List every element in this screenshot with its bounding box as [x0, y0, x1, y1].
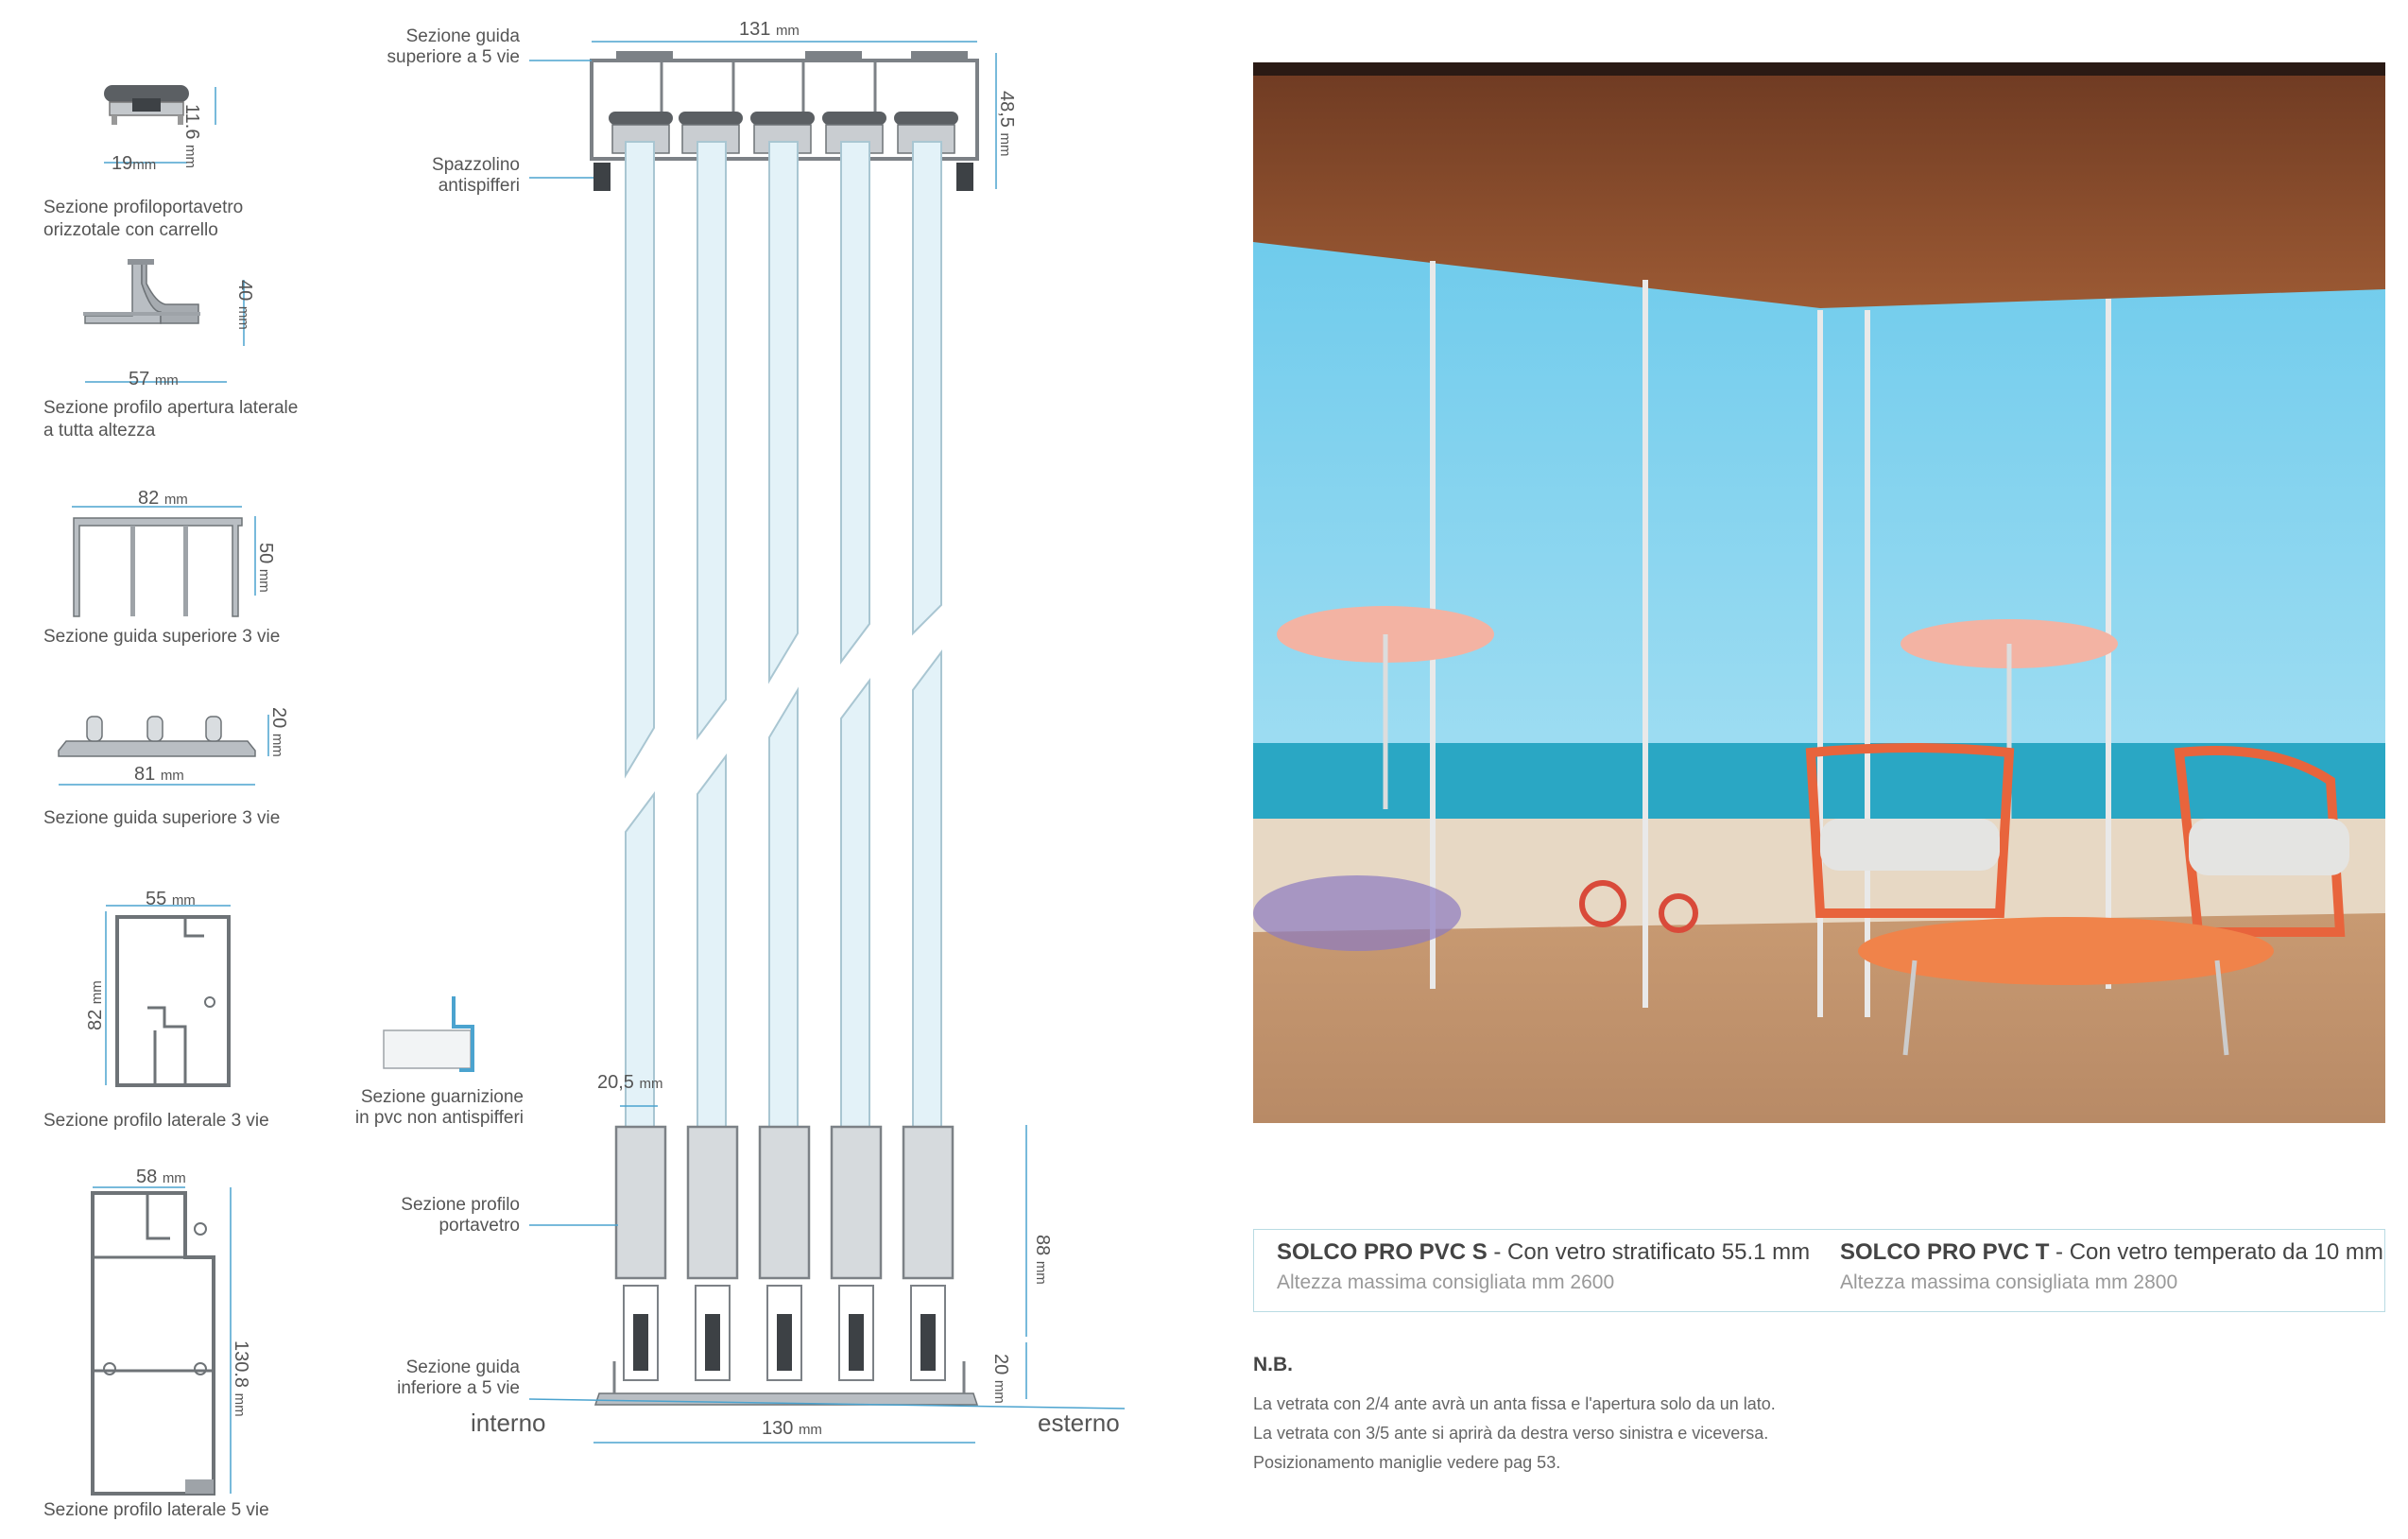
p4-height: 20: [268, 707, 289, 729]
p1-height: 11.6: [181, 104, 202, 140]
spec-t: [1840, 1239, 2383, 1294]
dim-bottom-width: 130: [762, 1418, 794, 1439]
p3-width: 82: [138, 488, 160, 509]
p1-caption-1: Sezione profiloportavetro: [43, 198, 244, 217]
note-line-3: Posizionamento maniglie vedere pag 53.: [1253, 1453, 1561, 1472]
spec-t-sub: Altezza massima consigliata mm 2800: [1840, 1271, 2178, 1293]
dim-top-width: 131: [739, 19, 771, 40]
dim-right-height: 88: [1032, 1235, 1053, 1256]
p6-height: 130.8: [231, 1340, 251, 1389]
p3-caption: Sezione guida superiore 3 vie: [43, 627, 281, 647]
p5-caption: Sezione profilo laterale 3 vie: [43, 1111, 269, 1131]
p2-height: 40: [234, 280, 255, 302]
p6-width: 58: [136, 1167, 158, 1187]
p5-height: 82: [85, 1009, 106, 1030]
label-gasket-1: Sezione guarnizione: [360, 1087, 524, 1107]
p3-height: 50: [255, 543, 276, 564]
note-line-1: La vetrata con 2/4 ante avrà un anta fissa e l'apertura solo da un lato.: [1253, 1394, 1776, 1413]
label-glass-holder-1: Sezione profilo: [401, 1195, 520, 1215]
p5-width: 55: [146, 889, 167, 909]
dim-bottom-height: 20: [990, 1354, 1011, 1375]
label-glass-holder-2: portavetro: [439, 1216, 520, 1236]
spec-s: [1277, 1239, 1810, 1294]
label-brush-1: Spazzolino: [432, 155, 520, 175]
product-photo: [1253, 62, 2385, 1123]
spec-t-name: SOLCO PRO PVC T: [1840, 1239, 2050, 1265]
label-gasket-2: in pvc non antispifferi: [354, 1108, 524, 1128]
label-bottom-guide-2: inferiore a 5 vie: [397, 1378, 520, 1398]
dim-top-height: 48,5: [996, 91, 1017, 128]
p4-width: 81: [134, 764, 156, 785]
p6-caption: Sezione profilo laterale 5 vie: [43, 1500, 269, 1520]
p1-caption-2: orizzotale con carrello: [43, 220, 218, 240]
spec-s-sub: Altezza massima consigliata mm 2600: [1277, 1271, 1615, 1293]
note-line-2: La vetrata con 3/5 ante si aprirà da destra verso sinistra e viceversa.: [1253, 1424, 1769, 1443]
spec-t-desc: - Con vetro temperato da 10 mm: [2049, 1239, 2383, 1265]
p4-caption: Sezione guida superiore 3 vie: [43, 808, 281, 828]
p2-width: 57: [129, 369, 150, 389]
spec-s-desc: - Con vetro stratificato 55.1 mm: [1487, 1239, 1811, 1265]
label-bottom-guide-1: Sezione guida: [405, 1357, 520, 1377]
side-inner: interno: [471, 1409, 546, 1437]
spec-s-name: SOLCO PRO PVC S: [1277, 1239, 1488, 1265]
side-outer: esterno: [1038, 1409, 1120, 1437]
note-title: N.B.: [1253, 1354, 1293, 1375]
p1-width: 19: [112, 153, 133, 174]
p2-caption-2: a tutta altezza: [43, 421, 156, 441]
label-top-guide-1: Sezione guida: [405, 26, 520, 46]
label-brush-2: antispifferi: [438, 176, 520, 196]
note-block: [1253, 1354, 2198, 1478]
specs-box: [1253, 1229, 2385, 1312]
label-top-guide-2: superiore a 5 vie: [387, 47, 520, 67]
photo-illustration: [1253, 62, 2385, 1123]
dim-glass-gap: 20,5: [597, 1072, 634, 1093]
p2-caption-1: Sezione profilo apertura laterale: [43, 398, 299, 418]
